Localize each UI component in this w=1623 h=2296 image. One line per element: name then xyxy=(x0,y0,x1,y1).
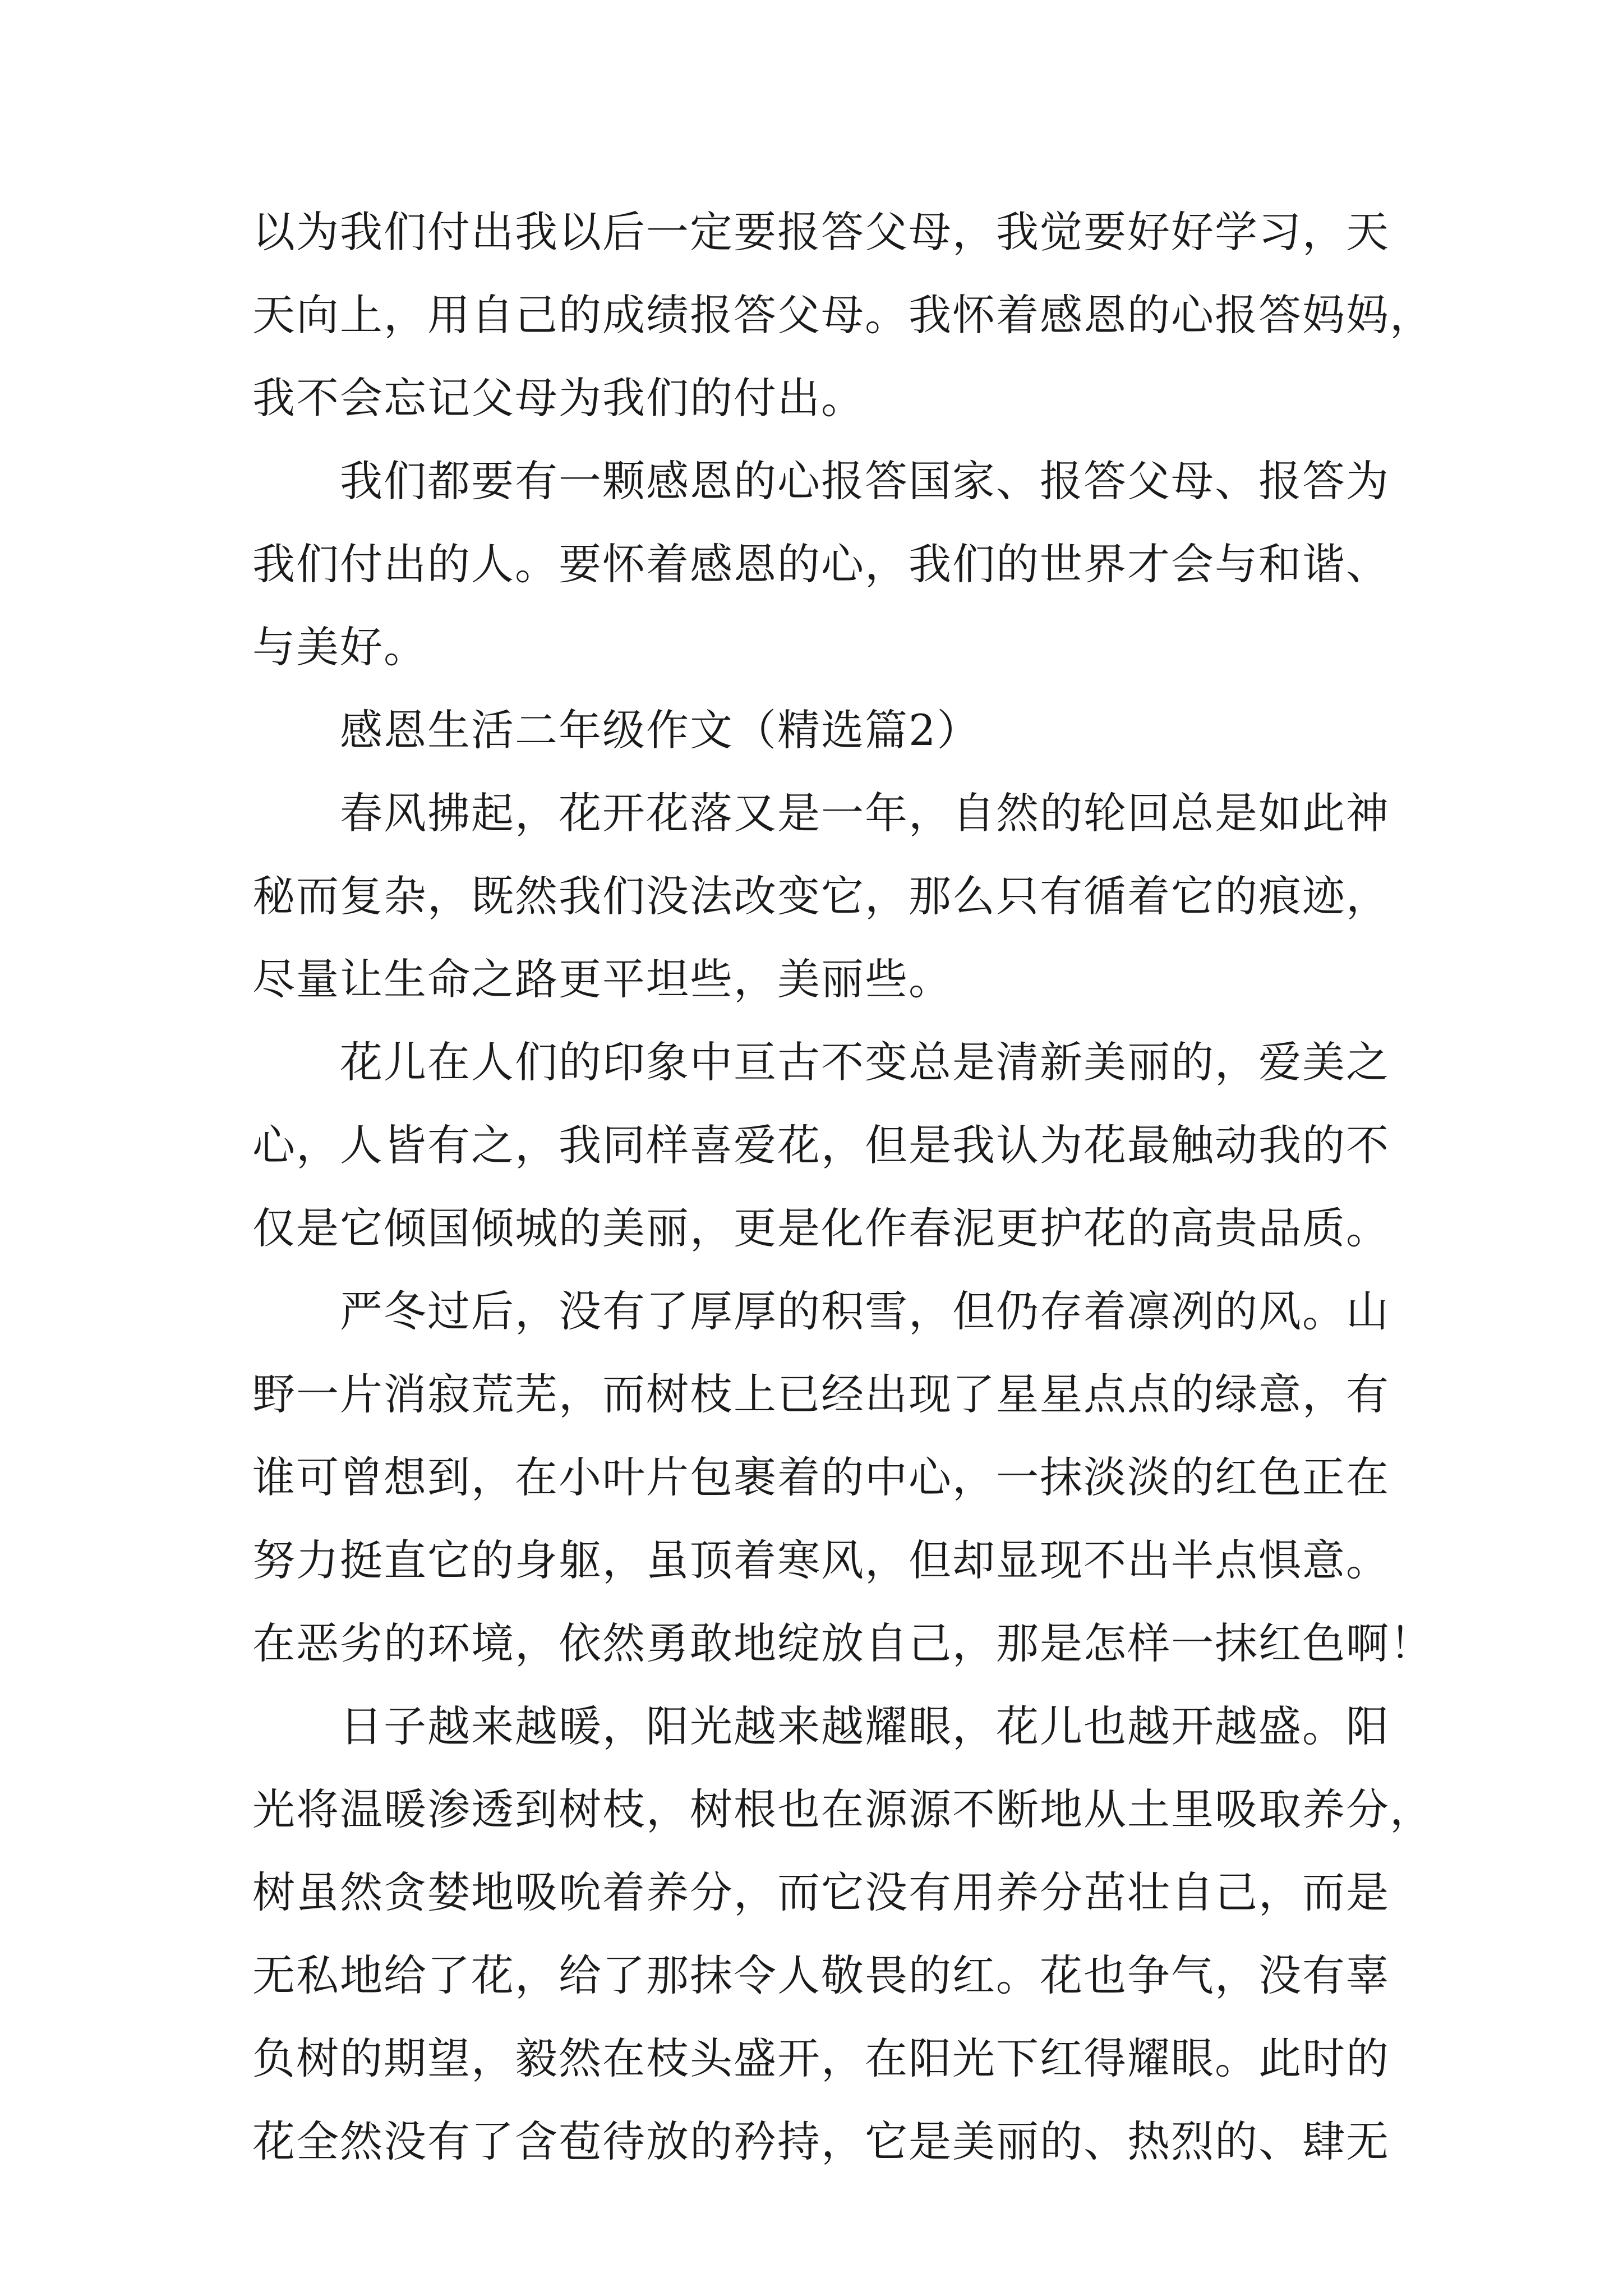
text-line: 我们付出的人。要怀着感恩的心，我们的世界才会与和谐、 xyxy=(252,539,1390,589)
text-line: 秘而复杂，既然我们没法改变它，那么只有循着它的痕迹， xyxy=(252,871,1390,921)
text-line: 谁可曾想到，在小叶片包裹着的中心，一抹淡淡的红色正在 xyxy=(252,1452,1390,1502)
text-line: 尽量让生命之路更平坦些，美丽些。 xyxy=(252,954,952,1004)
document-body xyxy=(252,191,1433,2183)
text-line: 负树的期望，毅然在枝头盛开，在阳光下红得耀眼。此时的 xyxy=(252,2033,1390,2083)
text-line: 光将温暖渗透到树枝，树根也在源源不断地从土里吸取养分， xyxy=(252,1784,1433,1834)
paragraph-start-line: 花儿在人们的印象中亘古不变总是清新美丽的，爱美之 xyxy=(340,1037,1390,1087)
paragraph-start-line: 严冬过后，没有了厚厚的积雪，但仍存着凛冽的风。山 xyxy=(340,1286,1390,1336)
text-line: 仅是它倾国倾城的美丽，更是化作春泥更护花的高贵品质。 xyxy=(252,1203,1390,1253)
paragraph-start-line: 日子越来越暖，阳光越来越耀眼，花儿也越开越盛。阳 xyxy=(340,1701,1390,1751)
text-line: 无私地给了花，给了那抹令人敬畏的红。花也争气，没有辜 xyxy=(252,1950,1390,2000)
text-line: 野一片消寂荒芜，而树枝上已经出现了星星点点的绿意，有 xyxy=(252,1369,1390,1419)
paragraph-start-line: 春风拂起，花开花落又是一年，自然的轮回总是如此神 xyxy=(340,788,1390,838)
paragraph-start-line: 我们都要有一颗感恩的心报答国家、报答父母、报答为 xyxy=(340,456,1390,506)
section-heading: 感恩生活二年级作文（精选篇2） xyxy=(340,705,981,755)
text-line: 以为我们付出我以后一定要报答父母，我觉要好好学习，天 xyxy=(252,207,1390,257)
text-line: 我不会忘记父母为我们的付出。 xyxy=(252,373,865,423)
text-line: 天向上，用自己的成绩报答父母。我怀着感恩的心报答妈妈， xyxy=(252,290,1433,340)
text-line: 努力挺直它的身躯，虽顶着寒风，但却显现不出半点惧意。 xyxy=(252,1535,1390,1585)
text-line: 树虽然贪婪地吸吮着养分，而它没有用养分茁壮自己，而是 xyxy=(252,1867,1390,1917)
text-line: 心，人皆有之，我同样喜爱花，但是我认为花最触动我的不 xyxy=(252,1120,1390,1170)
text-line: 与美好。 xyxy=(252,622,427,672)
text-line: 在恶劣的环境，依然勇敢地绽放自己，那是怎样一抹红色啊！ xyxy=(252,1618,1433,1668)
text-line: 花全然没有了含苞待放的矜持，它是美丽的、热烈的、肆无 xyxy=(252,2116,1390,2166)
